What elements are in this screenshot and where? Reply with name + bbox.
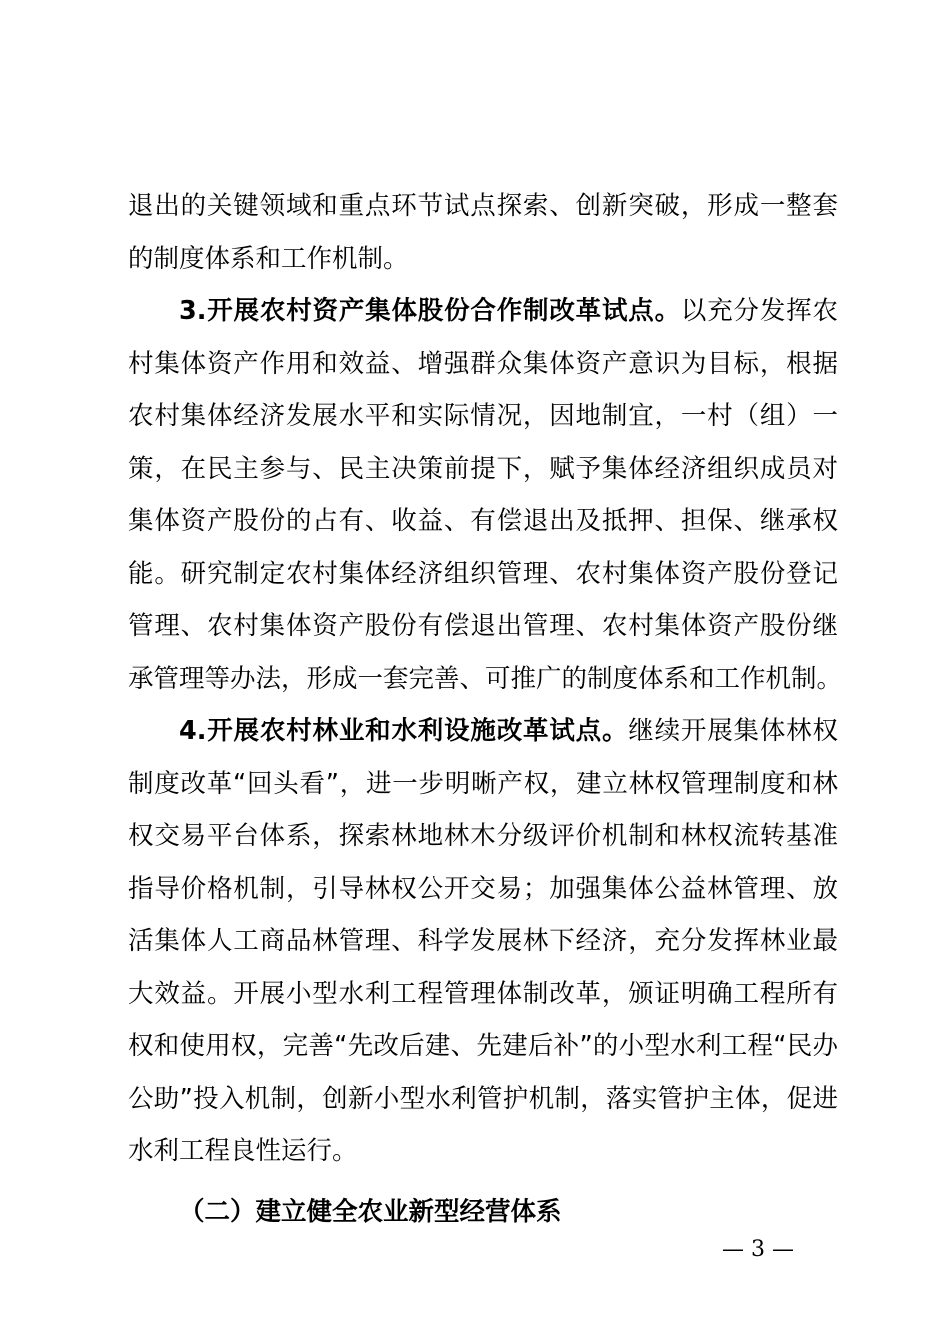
body-line: 管理、农村集体资产股份有偿退出管理、农村集体资产股份继 bbox=[128, 611, 838, 641]
document-body bbox=[128, 180, 843, 1238]
body-line: 的制度体系和工作机制。 bbox=[128, 243, 409, 274]
item-heading-3: 3.开展农村资产集体股份合作制改革试点。 bbox=[179, 296, 681, 326]
body-line bbox=[128, 285, 838, 338]
body-line: 水利工程良性运行。 bbox=[128, 1136, 358, 1166]
body-line bbox=[128, 705, 838, 758]
page-number: — 3 — bbox=[722, 1237, 794, 1262]
body-line: 大效益。开展小型水利工程管理体制改革，颁证明确工程所有 bbox=[128, 978, 838, 1009]
body-line: 农村集体经济发展水平和实际情况，因地制宜，一村（组）一 bbox=[128, 401, 838, 431]
body-line: 策，在民主参与、民主决策前提下，赋予集体经济组织成员对 bbox=[128, 453, 838, 484]
body-line: 活集体人工商品林管理、科学发展林下经济，充分发挥林业最 bbox=[128, 926, 838, 956]
body-line-text: 以充分发挥农 bbox=[680, 296, 838, 326]
item-heading-4: 4.开展农村林业和水利设施改革试点。 bbox=[179, 716, 629, 746]
body-line: 能。研究制定农村集体经济组织管理、农村集体资产股份登记 bbox=[128, 558, 838, 589]
body-line: 退出的关键领域和重点环节试点探索、创新突破，形成一整套 bbox=[128, 191, 838, 221]
body-line: 权和使用权，完善“先改后建、先建后补”的小型水利工程“民办 bbox=[128, 1031, 838, 1061]
body-line: 指导价格机制，引导林权公开交易；加强集体公益林管理、放 bbox=[128, 873, 838, 904]
body-line-text: 继续开展集体林权 bbox=[628, 716, 838, 746]
body-line: 权交易平台体系，探索林地林木分级评价机制和林权流转基准 bbox=[128, 821, 838, 851]
body-line: 公助”投入机制，创新小型水利管护机制，落实管护主体，促进 bbox=[128, 1083, 838, 1114]
body-line: 集体资产股份的占有、收益、有偿退出及抵押、担保、继承权 bbox=[128, 506, 838, 536]
body-line: 制度改革“回头看”，进一步明晰产权，建立林权管理制度和林 bbox=[128, 768, 838, 799]
section-heading: （二）建立健全农业新型经营体系 bbox=[179, 1196, 562, 1227]
body-line: 承管理等办法，形成一套完善、可推广的制度体系和工作机制。 bbox=[128, 663, 843, 694]
body-line: 村集体资产作用和效益、增强群众集体资产意识为目标，根据 bbox=[128, 348, 838, 379]
